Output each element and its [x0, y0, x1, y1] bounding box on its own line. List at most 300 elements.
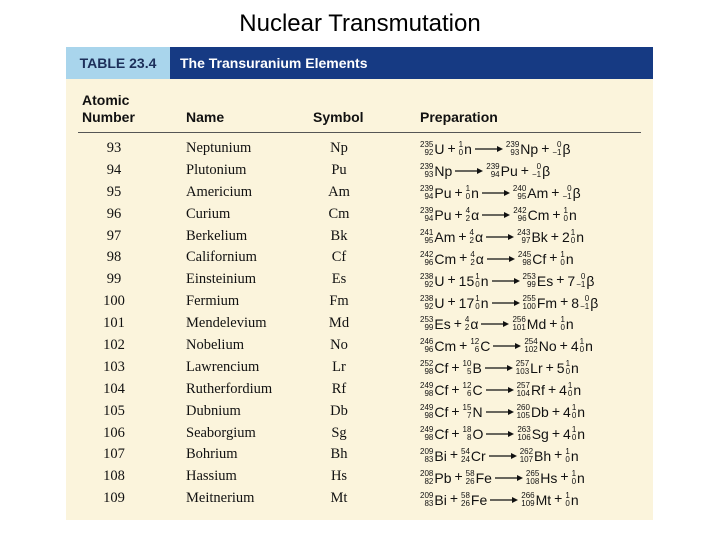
element-symbol: Cf [434, 425, 449, 442]
plus-sign: + [451, 380, 460, 397]
element-name: Dubnium [186, 402, 241, 419]
mass-charge [420, 448, 433, 464]
nuclide [420, 185, 451, 201]
element-symbol: n [577, 403, 586, 420]
atomic-number-sub: 99 [526, 279, 536, 289]
nuclide [557, 360, 579, 376]
mass-number: 253 [522, 271, 536, 281]
nuclide [470, 338, 490, 354]
plus-sign: + [556, 271, 565, 288]
mass-charge [523, 273, 536, 289]
atomic-number: 109 [103, 490, 125, 507]
nuclide [564, 207, 577, 223]
atomic-number-sub: 93 [424, 170, 434, 180]
plus-sign: + [554, 490, 563, 507]
coefficient: 4 [563, 403, 571, 420]
element-symbol: n [480, 294, 489, 311]
mass-charge [572, 426, 576, 442]
table-number: TABLE 23.4 [66, 47, 170, 79]
atomic-number-sub: 83 [424, 454, 434, 464]
nuclide [459, 141, 472, 157]
table-row [66, 204, 653, 226]
plus-sign: + [459, 337, 468, 354]
element-name: Seaborgium [186, 424, 256, 441]
element-name: Neptunium [186, 140, 252, 156]
element-symbol: n [570, 447, 579, 464]
atomic-number-sub: 106 [517, 432, 531, 442]
mass-number: 241 [420, 227, 434, 237]
mass-number: 1 [560, 249, 565, 259]
nuclide [532, 163, 550, 179]
mass-number: 1 [465, 184, 471, 194]
preparation-equation [420, 359, 579, 376]
atomic-number-sub: 93 [510, 148, 520, 158]
table-row [66, 488, 653, 510]
mass-number: 257 [515, 359, 530, 369]
coefficient: 8 [571, 294, 580, 311]
mass-charge [576, 273, 585, 289]
atomic-number-sub: 0 [475, 301, 480, 311]
atomic-number-sub: 0 [565, 367, 571, 377]
element-symbol-cell: Hs [330, 468, 348, 485]
element-name: Hassium [186, 468, 237, 485]
element-symbol: α [471, 206, 480, 223]
mass-number: 1 [571, 424, 577, 434]
nuclide [565, 492, 578, 508]
nuclide [420, 360, 448, 376]
nuclide [523, 295, 558, 311]
table-row [66, 138, 653, 160]
reaction-arrow-icon [482, 211, 510, 219]
preparation-equation [420, 206, 577, 223]
coefficient: 7 [567, 272, 576, 289]
plus-sign: + [551, 183, 560, 200]
coefficient: 4 [563, 425, 571, 442]
plus-sign: + [545, 358, 554, 375]
plus-sign: + [560, 468, 569, 485]
nuclide [520, 448, 551, 464]
mass-charge [420, 251, 433, 267]
mass-charge [461, 492, 470, 508]
mass-charge [420, 229, 433, 245]
reaction-arrow-icon [487, 255, 515, 263]
element-symbol: Bi [434, 447, 447, 464]
element-name: Curium [186, 205, 231, 222]
nuclide [563, 426, 585, 442]
atomic-number-sub: 26 [461, 498, 470, 508]
reaction-arrow-icon [492, 299, 520, 307]
table-caption: The Transuranium Elements [170, 47, 653, 79]
plus-sign: + [453, 315, 462, 332]
atomic-number-sub: 92 [424, 301, 434, 311]
mass-number: 12 [462, 381, 472, 391]
element-symbol: Cm [527, 206, 550, 223]
mass-number: 256 [512, 315, 526, 325]
coefficient: 15 [458, 272, 475, 289]
element-symbol: α [475, 228, 484, 245]
mass-number: 1 [565, 446, 570, 456]
atomic-number-sub: 98 [522, 257, 532, 267]
plus-sign: + [449, 446, 458, 463]
atomic-number-sub: 26 [465, 476, 475, 486]
reaction-arrow-icon [481, 320, 509, 328]
mass-charge [523, 295, 536, 311]
atomic-number: 95 [106, 183, 122, 200]
element-symbol: Pu [500, 163, 518, 180]
mass-number: 266 [521, 490, 535, 500]
plus-sign: + [459, 249, 468, 266]
atomic-number-sub: 2 [464, 323, 470, 333]
element-symbol: Sg [531, 425, 549, 442]
mass-charge [552, 141, 561, 157]
coefficient: 4 [559, 382, 567, 399]
mass-number: 249 [420, 402, 434, 412]
mass-charge [513, 185, 526, 201]
element-name: Americium [186, 183, 253, 200]
element-symbol: n [464, 141, 472, 158]
mass-charge [475, 295, 479, 311]
mass-number: 4 [464, 315, 470, 325]
plus-sign: + [547, 380, 557, 397]
plus-sign: + [449, 490, 458, 507]
nuclide [563, 404, 585, 420]
element-symbol: C [472, 382, 483, 399]
mass-number: 243 [517, 227, 531, 237]
nuclide [521, 492, 551, 508]
mass-number: 1 [571, 468, 577, 478]
mass-charge [566, 360, 570, 376]
table-header [66, 47, 653, 79]
nuclide [420, 273, 444, 289]
mass-number: 262 [519, 446, 534, 456]
nuclide [459, 273, 489, 289]
element-symbol: n [480, 272, 489, 289]
reaction-arrow-icon [482, 189, 510, 197]
nuclide [513, 207, 549, 223]
plus-sign: + [552, 205, 561, 222]
mass-number: 253 [420, 315, 434, 325]
nuclide [517, 404, 549, 420]
element-symbol: U [434, 272, 445, 289]
mass-number: 1 [458, 140, 464, 150]
atomic-number-sub: 6 [474, 345, 480, 355]
mass-charge [560, 251, 564, 267]
element-symbol: Cf [434, 403, 449, 420]
nuclide [572, 470, 585, 486]
table-row [66, 313, 653, 335]
atomic-number-sub: 104 [516, 389, 530, 399]
mass-charge [470, 338, 479, 354]
mass-charge [420, 470, 433, 486]
element-symbol: O [472, 425, 484, 442]
element-symbol: Bi [434, 491, 447, 508]
mass-number: 4 [469, 227, 474, 237]
atomic-number-sub: 102 [524, 345, 538, 355]
mass-charge [420, 185, 433, 201]
mass-charge [463, 360, 472, 376]
atomic-number-sub: 98 [424, 367, 434, 377]
element-symbol: Bh [534, 447, 552, 464]
plus-sign: + [549, 315, 558, 332]
atomic-number: 106 [103, 424, 125, 441]
header-atomic-line2: Number [82, 109, 135, 125]
atomic-number-sub: 95 [424, 235, 434, 245]
plus-sign: + [458, 227, 467, 244]
nuclide [420, 295, 444, 311]
element-name: Fermium [186, 293, 240, 310]
atomic-number-sub: −1 [576, 279, 586, 289]
element-symbol: C [480, 338, 491, 355]
plus-sign: + [541, 140, 550, 156]
element-symbol-cell: Cf [331, 249, 347, 266]
nuclide [466, 470, 492, 486]
mass-charge [517, 404, 530, 420]
mass-number: 239 [420, 184, 434, 194]
element-symbol: β [590, 294, 599, 311]
atomic-number-sub: 24 [461, 454, 470, 464]
atomic-number: 107 [103, 446, 125, 463]
nuclide [420, 229, 455, 245]
reaction-arrow-icon [493, 342, 521, 350]
mass-charge [420, 316, 433, 332]
table-row [66, 379, 653, 401]
mass-number: 1 [563, 205, 568, 215]
atomic-number: 104 [103, 380, 125, 397]
mass-number: 1 [567, 381, 573, 391]
plus-sign: + [520, 161, 529, 178]
mass-number: 260 [516, 402, 530, 412]
element-symbol: Am [527, 185, 549, 202]
mass-number: 1 [565, 490, 570, 500]
atomic-number: 105 [103, 402, 125, 419]
preparation-equation [420, 381, 581, 398]
atomic-number-sub: −1 [552, 148, 562, 158]
table-row [66, 269, 653, 291]
element-symbol: n [570, 491, 579, 508]
element-symbol: n [565, 316, 574, 333]
nuclide [562, 185, 580, 201]
mass-number: 0 [580, 271, 586, 281]
nuclide [567, 273, 594, 289]
mass-charge [526, 470, 539, 486]
table-row [66, 247, 653, 269]
mass-number: 1 [475, 271, 480, 281]
nuclide [420, 338, 456, 354]
atomic-number-sub: 101 [512, 323, 526, 333]
plus-sign: + [559, 337, 568, 354]
nuclide [463, 426, 484, 442]
table-row [66, 226, 653, 248]
nuclide [506, 141, 538, 157]
nuclide [420, 426, 448, 442]
atomic-number-sub: 8 [467, 432, 472, 442]
mass-charge [513, 207, 526, 223]
mass-charge [512, 316, 525, 332]
atomic-number-sub: 94 [424, 213, 434, 223]
table-row [66, 291, 653, 313]
element-symbol: Pu [434, 206, 452, 223]
nuclide [560, 251, 573, 267]
mass-charge [420, 360, 433, 376]
atomic-number-sub: 96 [424, 345, 434, 355]
atomic-number-sub: 0 [567, 389, 573, 399]
mass-charge [420, 295, 433, 311]
atomic-number-sub: 108 [525, 476, 540, 486]
mass-charge [466, 207, 470, 223]
mass-number: 238 [420, 271, 434, 281]
mass-number: 238 [420, 293, 434, 303]
mass-charge [420, 382, 433, 398]
plus-sign: + [454, 183, 463, 200]
table-row [66, 182, 653, 204]
mass-charge [420, 404, 433, 420]
element-symbol: n [569, 206, 577, 223]
nuclide [512, 316, 546, 332]
element-symbol: Pb [434, 469, 452, 486]
atomic-number: 96 [106, 205, 122, 222]
element-symbol-cell: Fm [329, 293, 349, 310]
mass-charge [517, 382, 530, 398]
mass-charge [521, 492, 534, 508]
nuclide [552, 141, 570, 157]
mass-charge [470, 229, 474, 245]
element-name: Einsteinium [186, 271, 257, 288]
mass-charge [420, 426, 433, 442]
atomic-number-sub: 0 [465, 192, 471, 202]
element-symbol: B [472, 360, 482, 377]
nuclide [524, 338, 556, 354]
atomic-number: 101 [103, 315, 125, 332]
mass-number: 58 [461, 490, 470, 500]
mass-charge [466, 470, 475, 486]
element-symbol: n [577, 469, 585, 486]
table-row [66, 401, 653, 423]
element-symbol: Es [434, 316, 451, 333]
mass-number: 58 [465, 468, 475, 478]
mass-charge [517, 229, 530, 245]
mass-charge [560, 316, 564, 332]
element-symbol: Cf [532, 250, 547, 267]
element-symbol: Fm [536, 294, 558, 311]
element-symbol: Cr [470, 447, 486, 464]
table-row [66, 335, 653, 357]
nuclide [461, 448, 486, 464]
plus-sign: + [554, 446, 563, 463]
plus-sign: + [451, 358, 460, 375]
atomic-number-sub: 95 [517, 192, 527, 202]
nuclide [517, 426, 548, 442]
atomic-number-sub: 98 [424, 432, 434, 442]
mass-charge [517, 426, 530, 442]
mass-charge [516, 360, 529, 376]
mass-number: 257 [516, 381, 530, 391]
nuclide [420, 404, 448, 420]
element-symbol: β [586, 272, 595, 289]
element-symbol-cell: Bk [330, 227, 348, 244]
mass-charge [565, 448, 569, 464]
preparation-equation [420, 228, 584, 245]
nuclide [523, 273, 554, 289]
atomic-number-sub: −1 [580, 301, 590, 311]
nuclide [420, 316, 451, 332]
atomic-number-sub: 6 [467, 389, 472, 399]
atomic-number: 98 [106, 249, 122, 266]
element-symbol: Cf [434, 360, 449, 377]
mass-charge [420, 163, 433, 179]
plus-sign: + [447, 293, 456, 310]
mass-number: 249 [420, 381, 434, 391]
mass-number: 252 [420, 359, 434, 369]
mass-number: 254 [524, 337, 538, 347]
element-symbol-cell: Db [330, 402, 348, 419]
element-symbol: N [472, 403, 483, 420]
atomic-number: 94 [106, 161, 122, 178]
atomic-number-sub: 0 [579, 345, 585, 355]
atomic-number-sub: 96 [517, 213, 527, 223]
element-symbol-cell: Es [331, 271, 347, 288]
header-name: Name [186, 109, 225, 125]
nuclide [517, 229, 548, 245]
mass-number: 209 [420, 490, 434, 500]
atomic-number-sub: 0 [475, 279, 480, 289]
nuclide [571, 295, 598, 311]
element-symbol-cell: Cm [328, 205, 350, 222]
element-symbol-cell: Bh [330, 446, 348, 463]
mass-number: 246 [420, 337, 434, 347]
preparation-equation [420, 315, 574, 332]
mass-number: 15 [462, 402, 472, 412]
reaction-arrow-icon [485, 364, 513, 372]
reaction-arrow-icon [492, 277, 520, 285]
plus-sign: + [560, 293, 569, 310]
coefficient: 17 [458, 294, 475, 311]
nuclide [420, 141, 444, 157]
preparation-equation [420, 468, 585, 485]
plus-sign: + [551, 424, 561, 441]
element-name: Mendelevium [186, 315, 267, 332]
header-preparation: Preparation [420, 109, 498, 125]
header-atomic-number [82, 92, 135, 126]
atomic-number-sub: −1 [531, 170, 542, 180]
atomic-number: 99 [106, 271, 122, 288]
element-symbol-cell: Pu [331, 161, 347, 178]
element-symbol-cell: Np [330, 140, 348, 156]
element-symbol: n [573, 382, 582, 399]
nuclide [513, 185, 548, 201]
element-symbol: Rf [530, 382, 545, 399]
reaction-arrow-icon [486, 430, 514, 438]
mass-charge [463, 404, 472, 420]
mass-charge [470, 251, 474, 267]
element-symbol-cell: Am [328, 183, 350, 200]
mass-charge [475, 273, 479, 289]
mass-charge [524, 338, 537, 354]
nuclide [562, 229, 584, 245]
atomic-number-sub: 94 [424, 192, 434, 202]
element-symbol: Pu [434, 185, 452, 202]
element-symbol: n [577, 425, 586, 442]
mass-charge [520, 448, 533, 464]
atomic-number-sub: 5 [467, 367, 472, 377]
element-symbol: No [538, 338, 557, 355]
nuclide [486, 163, 517, 179]
plus-sign: + [454, 468, 463, 485]
preparation-equation [420, 249, 574, 266]
mass-number: 265 [525, 468, 540, 478]
atomic-number: 103 [103, 358, 125, 375]
reaction-arrow-icon [486, 386, 514, 394]
mass-number: 0 [536, 162, 542, 172]
